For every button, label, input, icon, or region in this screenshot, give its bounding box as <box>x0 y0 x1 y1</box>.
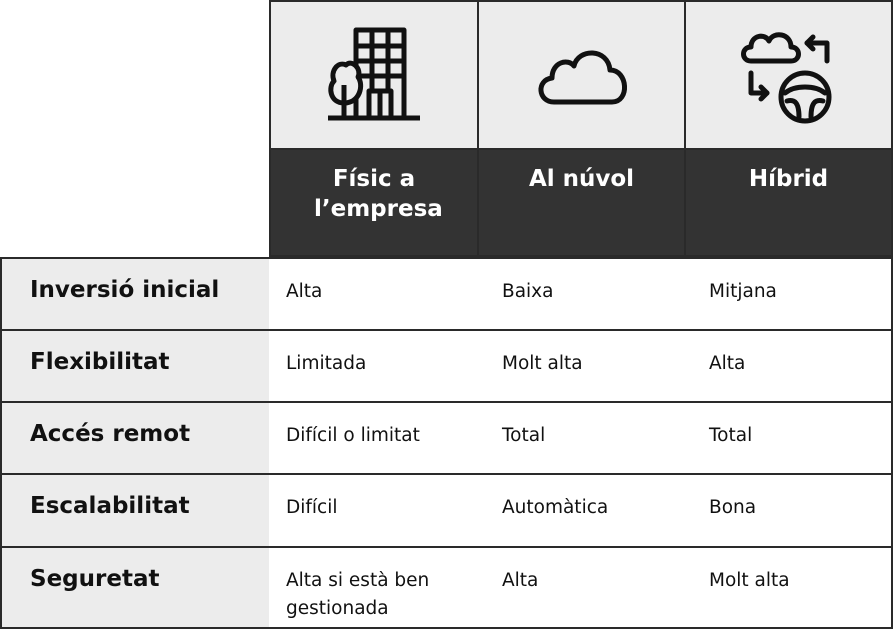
table-cell: Mitjana <box>684 257 893 331</box>
table-cell: Limitada <box>269 331 479 403</box>
row-label: Accés remot <box>0 403 271 475</box>
row-label: Inversió inicial <box>0 257 271 331</box>
table-cell: Total <box>684 403 893 475</box>
row-label: Escalabilitat <box>0 475 271 548</box>
column-header-onpremise <box>269 150 479 257</box>
table-cell: Alta si està ben gestionada <box>269 548 479 629</box>
building-tree-icon <box>324 25 424 125</box>
column-icon-cell-onpremise <box>269 0 479 150</box>
column-header-hybrid <box>684 150 893 257</box>
table-cell: Total <box>477 403 686 475</box>
table-cell: Baixa <box>477 257 686 331</box>
table-cell: Molt alta <box>684 548 893 629</box>
column-header-cloud <box>477 150 686 257</box>
hybrid-cloud-sync-icon <box>739 25 839 125</box>
table-cell: Molt alta <box>477 331 686 403</box>
table-cell: Bona <box>684 475 893 548</box>
table-cell: Difícil o limitat <box>269 403 479 475</box>
table-cell: Alta <box>269 257 479 331</box>
table-cell: Difícil <box>269 475 479 548</box>
table-cell: Alta <box>477 548 686 629</box>
row-label: Seguretat <box>0 548 271 629</box>
table-cell: Alta <box>684 331 893 403</box>
column-icon-cell-hybrid <box>684 0 893 150</box>
column-header-label: Híbrid <box>748 166 829 192</box>
table-cell: Automàtica <box>477 475 686 548</box>
column-header-label: Al núvol <box>528 166 635 192</box>
cloud-icon <box>532 40 632 110</box>
column-icon-cell-cloud <box>477 0 686 150</box>
column-header-label: Físic a l’empresa <box>314 166 443 222</box>
row-label: Flexibilitat <box>0 331 271 403</box>
